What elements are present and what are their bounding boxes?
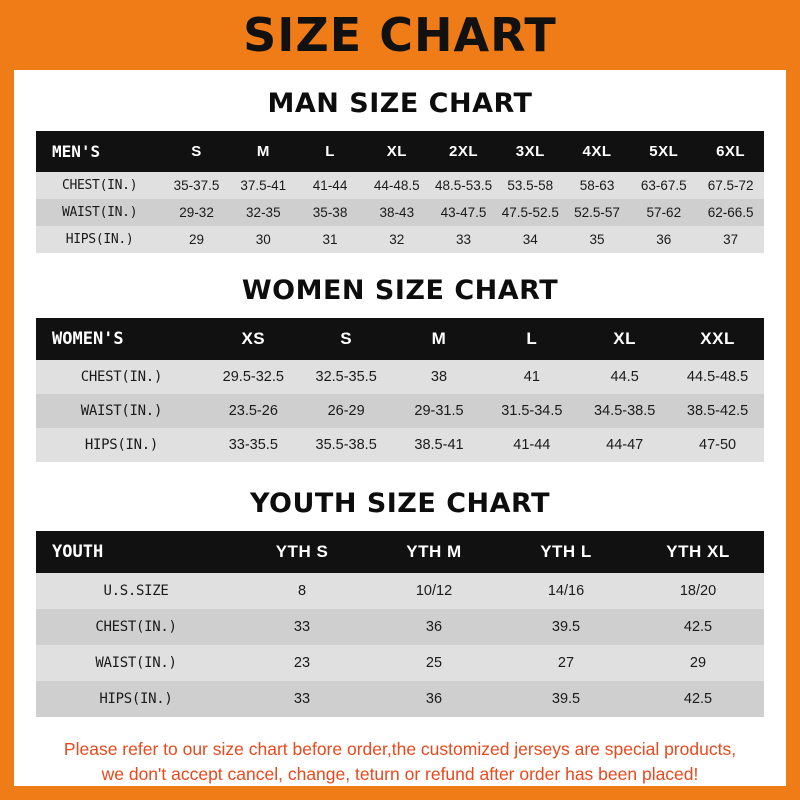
cell: 38.5-42.5	[671, 394, 764, 428]
cell: 38	[393, 360, 486, 394]
cell: 42.5	[632, 609, 764, 645]
table-row	[36, 199, 764, 226]
cell: 42.5	[632, 681, 764, 717]
content-area	[14, 88, 786, 788]
row-label: CHEST(IN.)	[36, 609, 236, 645]
cell: 44-47	[578, 428, 671, 462]
cell: 33	[430, 226, 497, 253]
cell: 32	[363, 226, 430, 253]
women-header-xxl: XXL	[671, 318, 764, 360]
man-section-title: MAN SIZE CHART	[267, 88, 533, 119]
youth-table-body	[36, 573, 764, 717]
cell: 47-50	[671, 428, 764, 462]
cell: 29-31.5	[393, 394, 486, 428]
cell: 58-63	[564, 172, 631, 199]
youth-header-label: YOUTH	[36, 531, 236, 573]
cell: 32.5-35.5	[300, 360, 393, 394]
man-table-body	[36, 172, 764, 253]
cell: 30	[230, 226, 297, 253]
women-section-title: WOMEN SIZE CHART	[241, 275, 559, 306]
row-label: CHEST(IN.)	[36, 360, 207, 394]
cell: 41-44	[485, 428, 578, 462]
women-size-table	[36, 318, 764, 462]
cell: 38-43	[363, 199, 430, 226]
man-header-6xl: 6XL	[697, 131, 764, 172]
women-header-xl: XL	[578, 318, 671, 360]
cell: 39.5	[500, 609, 632, 645]
cell: 29	[163, 226, 230, 253]
cell: 26-29	[300, 394, 393, 428]
cell: 29-32	[163, 199, 230, 226]
women-header-xs: XS	[207, 318, 300, 360]
cell: 31	[297, 226, 364, 253]
man-header-label: MEN'S	[36, 131, 163, 172]
cell: 37	[697, 226, 764, 253]
cell: 35	[564, 226, 631, 253]
cell: 67.5-72	[697, 172, 764, 199]
cell: 35-37.5	[163, 172, 230, 199]
cell: 44.5	[578, 360, 671, 394]
cell: 62-66.5	[697, 199, 764, 226]
cell: 39.5	[500, 681, 632, 717]
cell: 36	[368, 609, 500, 645]
women-header-m: M	[393, 318, 486, 360]
table-row	[36, 428, 764, 462]
cell: 48.5-53.5	[430, 172, 497, 199]
youth-header-m: YTH M	[368, 531, 500, 573]
row-label: HIPS(IN.)	[36, 428, 207, 462]
table-row	[36, 645, 764, 681]
cell: 53.5-58	[497, 172, 564, 199]
row-label: HIPS(IN.)	[36, 226, 163, 253]
cell: 31.5-34.5	[485, 394, 578, 428]
cell: 41	[485, 360, 578, 394]
women-table-body	[36, 360, 764, 462]
cell: 34	[497, 226, 564, 253]
row-label: WAIST(IN.)	[36, 645, 236, 681]
women-header-label: WOMEN'S	[36, 318, 207, 360]
cell: 27	[500, 645, 632, 681]
cell: 29	[632, 645, 764, 681]
man-header-2xl: 2XL	[430, 131, 497, 172]
table-row	[36, 394, 764, 428]
table-row	[36, 172, 764, 199]
cell: 41-44	[297, 172, 364, 199]
table-row	[36, 360, 764, 394]
man-table-header	[36, 131, 764, 172]
man-header-l: L	[297, 131, 364, 172]
cell: 10/12	[368, 573, 500, 609]
man-header-4xl: 4XL	[564, 131, 631, 172]
cell: 63-67.5	[630, 172, 697, 199]
row-label: CHEST(IN.)	[36, 172, 163, 199]
cell: 37.5-41	[230, 172, 297, 199]
cell: 44.5-48.5	[671, 360, 764, 394]
header-band	[0, 0, 800, 70]
table-row	[36, 573, 764, 609]
cell: 47.5-52.5	[497, 199, 564, 226]
women-header-s: S	[300, 318, 393, 360]
cell: 38.5-41	[393, 428, 486, 462]
cell: 8	[236, 573, 368, 609]
cell: 36	[368, 681, 500, 717]
cell: 57-62	[630, 199, 697, 226]
cell: 35.5-38.5	[300, 428, 393, 462]
cell: 18/20	[632, 573, 764, 609]
cell: 32-35	[230, 199, 297, 226]
row-label: HIPS(IN.)	[36, 681, 236, 717]
man-header-5xl: 5XL	[630, 131, 697, 172]
cell: 33-35.5	[207, 428, 300, 462]
youth-section-title: YOUTH SIZE CHART	[249, 488, 551, 519]
footer-band	[0, 786, 800, 800]
order-notice	[36, 737, 764, 788]
table-row	[36, 226, 764, 253]
cell: 36	[630, 226, 697, 253]
page-title: SIZE CHART	[243, 8, 557, 62]
youth-size-table	[36, 531, 764, 717]
table-row	[36, 609, 764, 645]
man-header-s: S	[163, 131, 230, 172]
cell: 23	[236, 645, 368, 681]
cell: 52.5-57	[564, 199, 631, 226]
cell: 14/16	[500, 573, 632, 609]
notice-line-2: we don't accept cancel, change, teturn or refund after order has been placed!	[101, 764, 699, 785]
row-label: WAIST(IN.)	[36, 394, 207, 428]
cell: 44-48.5	[363, 172, 430, 199]
man-header-m: M	[230, 131, 297, 172]
row-label: U.S.SIZE	[36, 573, 236, 609]
cell: 33	[236, 609, 368, 645]
youth-header-s: YTH S	[236, 531, 368, 573]
cell: 33	[236, 681, 368, 717]
cell: 25	[368, 645, 500, 681]
cell: 35-38	[297, 199, 364, 226]
table-header-row	[36, 318, 764, 360]
man-header-xl: XL	[363, 131, 430, 172]
cell: 43-47.5	[430, 199, 497, 226]
youth-header-xl: YTH XL	[632, 531, 764, 573]
man-header-3xl: 3XL	[497, 131, 564, 172]
table-row	[36, 681, 764, 717]
table-header-row	[36, 531, 764, 573]
row-label: WAIST(IN.)	[36, 199, 163, 226]
cell: 34.5-38.5	[578, 394, 671, 428]
cell: 23.5-26	[207, 394, 300, 428]
table-header-row	[36, 131, 764, 172]
cell: 29.5-32.5	[207, 360, 300, 394]
man-size-table	[36, 131, 764, 253]
youth-header-l: YTH L	[500, 531, 632, 573]
women-header-l: L	[485, 318, 578, 360]
youth-table-header	[36, 531, 764, 573]
notice-line-1: Please refer to our size chart before order,the customized jerseys are special products,	[63, 739, 737, 759]
women-table-header	[36, 318, 764, 360]
